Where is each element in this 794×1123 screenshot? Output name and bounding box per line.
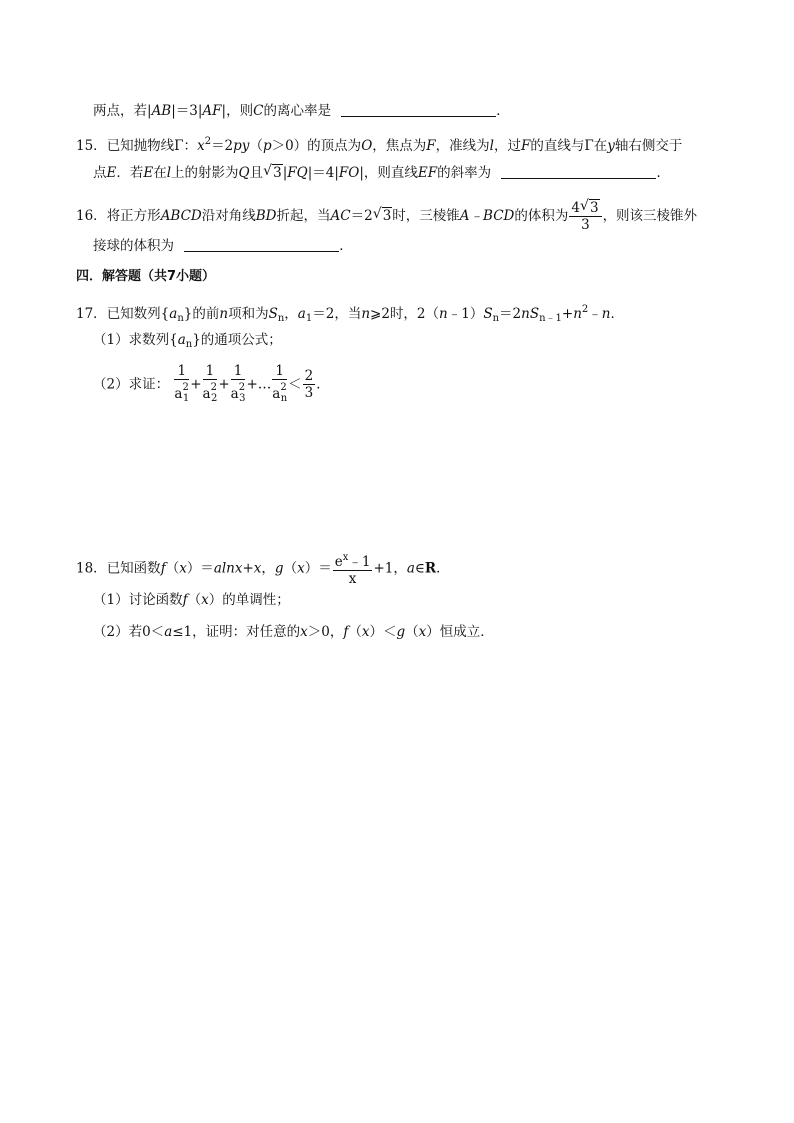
- sqrt-symbol: √ 3: [263, 163, 283, 183]
- sqrt-symbol: √ 3: [373, 205, 393, 227]
- volume-fraction: $\frac{4√ 3}{3}$: [569, 200, 601, 233]
- q17-stem: 17．已知数列$\{a_n\}$的前n项和为$S_n$，$a_1=2$，当n⩾2时，$2(n﹣1)S_n=2nS_{n﹣1}+n^2﹣n$．: [76, 304, 624, 324]
- q16-answer-blank[interactable]: [184, 237, 339, 252]
- q15-number: 15．: [76, 138, 107, 154]
- sum-term-2: $\frac{1}{a^2_2}$: [202, 362, 218, 404]
- q15-line-1: 15．已知抛物线Γ：$x^2=2py(p>0)$的顶点为O，焦点为F，准线为l，过F的直线与Γ在y轴右侧交于: [76, 136, 683, 154]
- q16-number: 16．: [76, 208, 107, 224]
- q15-line-2: 点E．若E在l上的射影为Q且√ 3|FQ|＝4|FO|，则直线EF的斜率为 ．: [93, 163, 670, 183]
- bound-fraction: $\frac{2}{3}$: [304, 368, 314, 401]
- sum-term-1: $\frac{1}{a^2_1}$: [174, 362, 190, 404]
- q18-part-2: （2）若0＜a≤1，证明：对任意的x＞0，f（x）＜g（x）恒成立．: [93, 624, 494, 640]
- q18-stem: 18．已知函数f（x）＝alnx+x，g（x）＝ $\frac{e^x﹣1}{x}$ +1，a∈R．: [76, 552, 450, 587]
- q18-number: 18．: [76, 560, 107, 577]
- q17-part-1: （1）求数列$\{a_n\}$的通项公式；: [93, 332, 282, 350]
- q17-number: 17．: [76, 306, 107, 322]
- q16-line-1: 16．将正方形ABCD沿对角线BD折起，当AC＝2√ 3时，三棱锥A﹣BCD的体积为 $\frac{4√ 3}{3}$ ，则该三棱锥外: [76, 200, 697, 233]
- g-fraction: $\frac{e^x﹣1}{x}$: [334, 552, 371, 587]
- q16-line-2: 接球的体积为 ．: [93, 238, 353, 254]
- q15-answer-blank[interactable]: [501, 164, 656, 179]
- q14-continuation-line: 两点，若|AB|＝3|AF|，则C的离心率是 ．: [93, 103, 510, 119]
- section-heading: 四．解答题（共7小题）: [76, 269, 216, 284]
- sum-term-n: $\frac{1}{a^2_n}$: [272, 362, 288, 404]
- q18-part-1: （1）讨论函数f（x）的单调性；: [93, 592, 290, 608]
- sum-term-3: $\frac{1}{a^2_3}$: [230, 362, 246, 404]
- q17-part-2: （2）求证： $\frac{1}{a^2_1}$ + $\frac{1}{a^2_2}$ + $\frac{1}{a^2_3}$ +… $\frac{1}{a^2_n}$ ＜ $\frac{2}{3}$ ．: [93, 362, 330, 407]
- q14-answer-blank[interactable]: [341, 102, 496, 117]
